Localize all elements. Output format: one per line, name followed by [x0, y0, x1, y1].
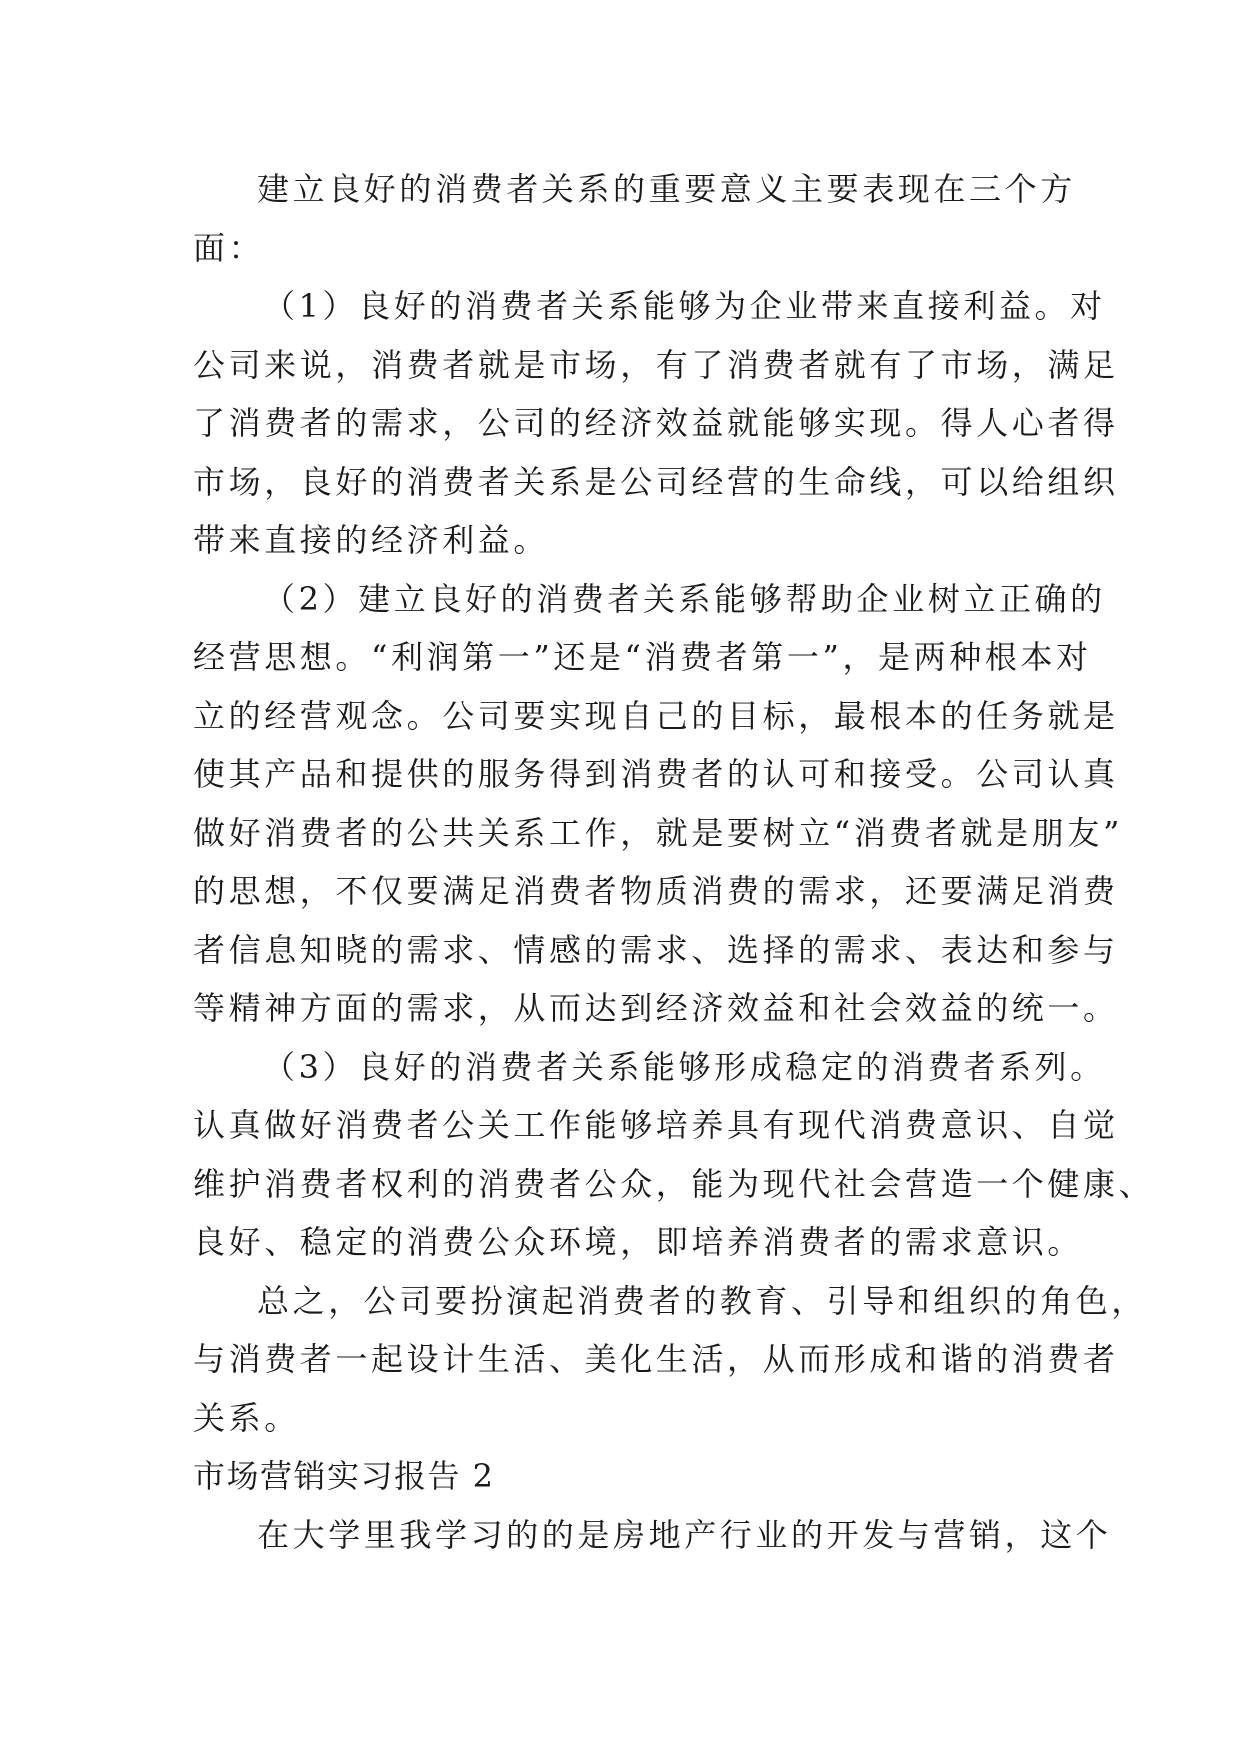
paragraph-line: 了消费者的需求，公司的经济效益就能够实现。得人心者得: [193, 404, 1119, 442]
paragraph-line: 良好、稳定的消费公众环境，即培养消费者的需求意识。: [193, 1223, 1084, 1261]
paragraph-line: （3）良好的消费者关系能够形成稳定的消费者系列。: [263, 1047, 1106, 1086]
paragraph-line: 维护消费者权利的消费者公众，能为现代社会营造一个健康、: [193, 1164, 1155, 1203]
paragraph-line: 面：: [193, 228, 265, 267]
paragraph-line: 等精神方面的需求，从而达到经济效益和社会效益的统一。: [193, 989, 1119, 1027]
paragraph-line: 认真做好消费者公关工作能够培养具有现代消费意识、自觉: [193, 1106, 1119, 1144]
paragraph-line: 公司来说，消费者就是市场，有了消费者就有了市场，满足: [193, 345, 1119, 384]
paragraph-line: 使其产品和提供的服务得到消费者的认可和接受。公司认真: [193, 755, 1119, 793]
paragraph-line: 与消费者一起设计生活、美化生活，从而形成和谐的消费者: [193, 1340, 1119, 1378]
paragraph-line: （1）良好的消费者关系能够为企业带来直接利益。对: [263, 287, 1106, 325]
paragraph-line: （2）建立良好的消费者关系能够帮助企业树立正确的: [263, 579, 1106, 618]
paragraph-line: 总之，公司要扮演起消费者的教育、引导和组织的角色，: [257, 1281, 1148, 1320]
paragraph-line: 建立良好的消费者关系的重要意义主要表现在三个方: [257, 170, 1076, 208]
paragraph-line: 市场，良好的消费者关系是公司经营的生命线，可以给组织: [193, 462, 1119, 501]
paragraph-line: 的思想，不仅要满足消费者物质消费的需求，还要满足消费: [193, 872, 1119, 910]
paragraph-line: 立的经营观念。公司要实现自己的目标，最根本的任务就是: [193, 696, 1119, 735]
paragraph-line: 者信息知晓的需求、情感的需求、选择的需求、表达和参与: [193, 930, 1119, 969]
paragraph-line: 在大学里我学习的的是房地产行业的开发与营销，这个: [257, 1515, 1112, 1554]
paragraph-line: 做好消费者的公共关系工作，就是要树立“消费者就是朋友”: [193, 813, 1123, 852]
paragraph-line: 带来直接的经济利益。: [193, 521, 550, 559]
document-body: [193, 160, 1155, 1564]
paragraph-line: 经营思想。“利润第一”还是“消费者第一”，是两种根本对: [193, 638, 1092, 676]
paragraph-line: 关系。: [193, 1398, 300, 1437]
section-heading: 市场营销实习报告 2: [193, 1457, 495, 1495]
